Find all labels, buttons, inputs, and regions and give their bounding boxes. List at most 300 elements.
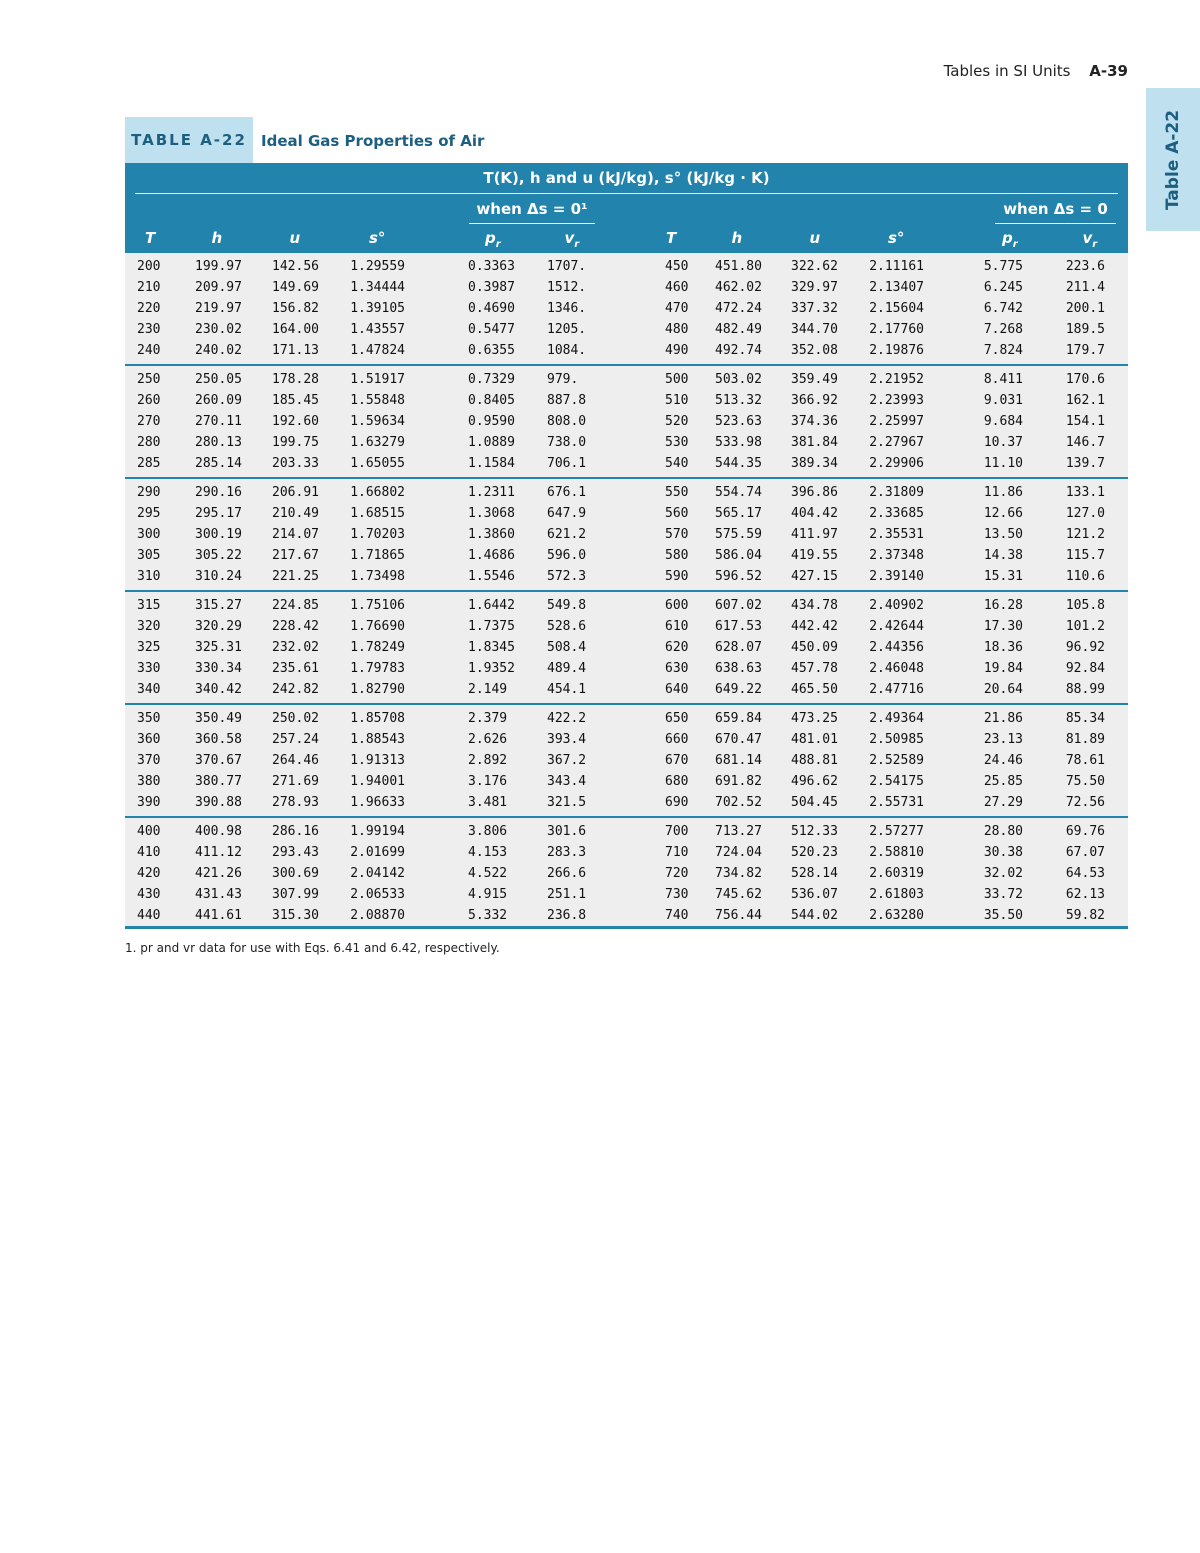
table-cell: 2.04142 [350,866,405,881]
table-cell: 2.58810 [869,845,924,860]
table-cell: 270.11 [195,414,242,429]
table-cell: 250 [137,372,161,387]
table-cell: 235.61 [272,661,319,676]
table-cell: 300 [137,527,161,542]
table-cell: 64.53 [1065,866,1105,881]
table-cell: 590 [665,569,689,584]
table-cell: 200.1 [1065,301,1105,316]
table-cell: 431.43 [195,887,242,902]
table-cell: 300.69 [272,866,319,881]
table-cell: 0.3987 [468,280,515,295]
table-cell: 2.892 [468,753,508,768]
table-cell: 2.37348 [869,548,924,563]
table-cell: 607.02 [715,598,762,613]
table-cell: 9.684 [983,414,1023,429]
table-cell: 488.81 [791,753,838,768]
table-cell: 427.15 [791,569,838,584]
table-cell: 301.6 [547,824,587,839]
table-cell: 700 [665,824,689,839]
table-cell: 628.07 [715,640,762,655]
table-cell: 290.16 [195,485,242,500]
table-cell: 572.3 [547,569,587,584]
table-cell: 1.6442 [468,598,515,613]
table-cell: 2.17760 [869,322,924,337]
table-cell: 520.23 [791,845,838,860]
table-cell: 411.12 [195,845,242,860]
table-cell: 560 [665,506,689,521]
column-header-subscript: r [495,239,501,250]
table-cell: 462.02 [715,280,762,295]
table-cell: 596.0 [547,548,587,563]
table-cell: 1.99194 [350,824,405,839]
column-header [666,229,676,247]
table-cell: 305.22 [195,548,242,563]
table-cell: 210.49 [272,506,319,521]
table-cell: 0.9590 [468,414,515,429]
group-rule-left [469,223,595,224]
table-cell: 740 [665,908,689,923]
row-group-separator [125,816,1128,818]
table-cell: 27.29 [983,795,1023,810]
table-cell: 756.44 [715,908,762,923]
page-number: A-39 [1089,62,1128,80]
table-cell: 35.50 [983,908,1023,923]
table-cell: 280 [137,435,161,450]
table-cell: 2.11161 [869,259,924,274]
table-cell: 389.34 [791,456,838,471]
table-cell: 230.02 [195,322,242,337]
table-cell: 2.25997 [869,414,924,429]
table-cell: 370.67 [195,753,242,768]
table-cell: 620 [665,640,689,655]
table-cell: 142.56 [272,259,319,274]
column-header [145,229,155,247]
table-cell: 457.78 [791,661,838,676]
column-header-symbol: T [666,229,677,247]
table-cell: 7.824 [983,343,1023,358]
table-cell: 450 [665,259,689,274]
column-header-symbol: v [564,229,575,247]
table-cell: 105.8 [1065,598,1105,613]
table-cell: 211.4 [1065,280,1105,295]
column-header [212,229,223,247]
table-cell: 1084. [547,343,587,358]
table-cell: 360 [137,732,161,747]
table-cell: 2.626 [468,732,508,747]
table-cell: 2.01699 [350,845,405,860]
units-header: T(K), h and u (kJ/kg), s° (kJ/kg · K) [483,169,770,187]
table-body [125,253,1128,928]
table-cell: 523.63 [715,414,762,429]
table-cell: 638.63 [715,661,762,676]
table-cell: 96.92 [1065,640,1105,655]
table-cell: 510 [665,393,689,408]
table-cell: 370 [137,753,161,768]
table-cell: 219.97 [195,301,242,316]
table-cell: 393.4 [547,732,587,747]
table-cell: 15.31 [983,569,1023,584]
table-cell: 9.031 [983,393,1023,408]
table-cell: 25.85 [983,774,1023,789]
table-cell: 979. [547,372,579,387]
table-cell: 295 [137,506,161,521]
table-cell: 325.31 [195,640,242,655]
table-cell: 2.52589 [869,753,924,768]
table-cell: 512.33 [791,824,838,839]
table-cell: 400 [137,824,161,839]
table-cell: 200 [137,259,161,274]
table-cell: 473.25 [791,711,838,726]
table-cell: 1.39105 [350,301,405,316]
table-cell: 17.30 [983,619,1023,634]
table-cell: 528.14 [791,866,838,881]
table-cell: 390.88 [195,795,242,810]
table-cell: 434.78 [791,598,838,613]
table-cell: 544.35 [715,456,762,471]
table-cell: 3.481 [468,795,508,810]
table-cell: 528.6 [547,619,587,634]
table-cell: 192.60 [272,414,319,429]
table-cell: 352.08 [791,343,838,358]
table-cell: 702.52 [715,795,762,810]
table-cell: 209.97 [195,280,242,295]
table-cell: 420 [137,866,161,881]
table-cell: 156.82 [272,301,319,316]
table-cell: 81.89 [1065,732,1105,747]
table-cell: 242.82 [272,682,319,697]
column-header [888,229,904,247]
table-cell: 513.32 [715,393,762,408]
table-cell: 730 [665,887,689,902]
table-cell: 659.84 [715,711,762,726]
table-cell: 290 [137,485,161,500]
table-cell: 325 [137,640,161,655]
table-cell: 380 [137,774,161,789]
table-cell: 30.38 [983,845,1023,860]
table-cell: 367.2 [547,753,587,768]
column-header-symbol: p [1002,229,1013,247]
table-cell: 16.28 [983,598,1023,613]
table-cell: 3.806 [468,824,508,839]
table-cell: 2.23993 [869,393,924,408]
table-cell: 451.80 [715,259,762,274]
table-cell: 270 [137,414,161,429]
table-cell: 6.245 [983,280,1023,295]
table-cell: 7.268 [983,322,1023,337]
column-header-symbol: u [809,229,821,247]
table-cell: 162.1 [1065,393,1105,408]
table-cell: 430 [137,887,161,902]
table-cell: 320.29 [195,619,242,634]
table-cell: 720 [665,866,689,881]
table-cell: 381.84 [791,435,838,450]
table-cell: 224.85 [272,598,319,613]
table-cell: 2.47716 [869,682,924,697]
table-cell: 2.31809 [869,485,924,500]
table-cell: 647.9 [547,506,587,521]
table-title-row [125,117,1128,163]
table-cell: 1.59634 [350,414,405,429]
table-cell: 2.21952 [869,372,924,387]
table-cell: 472.24 [715,301,762,316]
table-cell: 630 [665,661,689,676]
table-cell: 72.56 [1065,795,1105,810]
table-cell: 4.522 [468,866,508,881]
table-cell: 310 [137,569,161,584]
column-header-symbol: s° [369,229,386,247]
table-cell: 185.45 [272,393,319,408]
table-cell: 2.54175 [869,774,924,789]
table-cell: 69.76 [1065,824,1105,839]
table-cell: 1.96633 [350,795,405,810]
table-cell: 1.29559 [350,259,405,274]
column-header-symbol: T [145,229,156,247]
running-head [944,62,1128,80]
table-cell: 2.27967 [869,435,924,450]
table-cell: 390 [137,795,161,810]
side-tab-label: Table A-22 [1163,109,1183,210]
table-cell: 480 [665,322,689,337]
table-cell: 2.33685 [869,506,924,521]
table-cell: 310.24 [195,569,242,584]
table-cell: 315 [137,598,161,613]
column-header [1002,229,1018,250]
table-cell: 266.6 [547,866,587,881]
table-cell: 1.65055 [350,456,405,471]
column-header-symbol: v [1082,229,1093,247]
table-cell: 2.08870 [350,908,405,923]
table-cell: 492.74 [715,343,762,358]
table-cell: 23.13 [983,732,1023,747]
table-cell: 1346. [547,301,587,316]
table-cell: 1.0889 [468,435,515,450]
group-header-right: when Δs = 0 [1003,200,1108,218]
table-cell: 0.7329 [468,372,515,387]
table-cell: 2.19876 [869,343,924,358]
table-cell: 0.3363 [468,259,515,274]
table-cell: 75.50 [1065,774,1105,789]
table-cell: 734.82 [715,866,762,881]
column-header [565,229,580,250]
table-cell: 1.82790 [350,682,405,697]
table-cell: 264.46 [272,753,319,768]
table-cell: 1512. [547,280,587,295]
table-cell: 12.66 [983,506,1023,521]
table-cell: 329.97 [791,280,838,295]
table-cell: 283.3 [547,845,587,860]
running-head-text: Tables in SI Units [943,62,1071,80]
table-cell: 221.25 [272,569,319,584]
table-cell: 228.42 [272,619,319,634]
table-cell: 321.5 [547,795,587,810]
table-cell: 3.176 [468,774,508,789]
table-cell: 164.00 [272,322,319,337]
table-cell: 2.15604 [869,301,924,316]
table-cell: 5.332 [468,908,508,923]
table-cell: 738.0 [547,435,587,450]
table-cell: 724.04 [715,845,762,860]
column-header-subscript: r [1092,239,1098,250]
column-header-symbol: s° [888,229,905,247]
table-cell: 33.72 [983,887,1023,902]
table-cell: 1.76690 [350,619,405,634]
table-cell: 217.67 [272,548,319,563]
table-cell: 489.4 [547,661,587,676]
table-cell: 1.3860 [468,527,515,542]
column-header [369,229,385,247]
table-cell: 360.58 [195,732,242,747]
table-title: Ideal Gas Properties of Air [261,132,485,150]
table-cell: 2.61803 [869,887,924,902]
table-cell: 285 [137,456,161,471]
table-cell: 0.8405 [468,393,515,408]
table-cell: 8.411 [983,372,1023,387]
table-cell: 250.02 [272,711,319,726]
side-tab [1146,88,1200,231]
table-cell: 482.49 [715,322,762,337]
column-header [485,229,501,250]
table-cell: 690 [665,795,689,810]
table-cell: 139.7 [1065,456,1105,471]
table-cell: 189.5 [1065,322,1105,337]
table-cell: 374.36 [791,414,838,429]
table-cell: 617.53 [715,619,762,634]
table-cell: 440 [137,908,161,923]
column-header [1083,229,1098,250]
table-cell: 300.19 [195,527,242,542]
table-cell: 680 [665,774,689,789]
table-cell: 550 [665,485,689,500]
table-cell: 344.70 [791,322,838,337]
table-cell: 2.39140 [869,569,924,584]
table-cell: 210 [137,280,161,295]
table-cell: 649.22 [715,682,762,697]
table-cell: 271.69 [272,774,319,789]
column-header [810,229,821,247]
table-cell: 1.51917 [350,372,405,387]
table-cell: 178.28 [272,372,319,387]
table-cell: 1.5546 [468,569,515,584]
table-cell: 280.13 [195,435,242,450]
table-cell: 1.43557 [350,322,405,337]
table-cell: 330.34 [195,661,242,676]
table-cell: 496.62 [791,774,838,789]
table-cell: 600 [665,598,689,613]
table-cell: 536.07 [791,887,838,902]
table-cell: 278.93 [272,795,319,810]
table-cell: 240 [137,343,161,358]
table-cell: 400.98 [195,824,242,839]
column-header [290,229,301,247]
table-cell: 350.49 [195,711,242,726]
table-cell: 21.86 [983,711,1023,726]
table-cell: 223.6 [1065,259,1105,274]
table-cell: 610 [665,619,689,634]
column-header-symbol: h [211,229,223,247]
table-cell: 20.64 [983,682,1023,697]
table-cell: 1.91313 [350,753,405,768]
table-cell: 199.75 [272,435,319,450]
table-cell: 330 [137,661,161,676]
table-cell: 286.16 [272,824,319,839]
table-cell: 366.92 [791,393,838,408]
table-cell: 2.29906 [869,456,924,471]
table-cell: 544.02 [791,908,838,923]
table-cell: 500 [665,372,689,387]
table-cell: 170.6 [1065,372,1105,387]
table-cell: 465.50 [791,682,838,697]
table-cell: 549.8 [547,598,587,613]
table-cell: 315.27 [195,598,242,613]
row-group-separator [125,364,1128,366]
table-cell: 257.24 [272,732,319,747]
table-cell: 1.7375 [468,619,515,634]
table-cell: 1707. [547,259,587,274]
table-cell: 422.2 [547,711,587,726]
table-cell: 554.74 [715,485,762,500]
table-cell: 85.34 [1065,711,1105,726]
table-cell: 359.49 [791,372,838,387]
table-cell: 240.02 [195,343,242,358]
table-cell: 1.70203 [350,527,405,542]
table-cell: 650 [665,711,689,726]
table-cell: 315.30 [272,908,319,923]
table-cell: 1.66802 [350,485,405,500]
table-cell: 214.07 [272,527,319,542]
table-cell: 580 [665,548,689,563]
table-cell: 808.0 [547,414,587,429]
table-cell: 441.61 [195,908,242,923]
table-cell: 199.97 [195,259,242,274]
column-header [732,229,743,247]
table-cell: 203.33 [272,456,319,471]
table-cell: 0.6355 [468,343,515,358]
table-label: TABLE A-22 [125,117,253,163]
table-cell: 2.55731 [869,795,924,810]
table-cell: 2.60319 [869,866,924,881]
table-cell: 59.82 [1065,908,1105,923]
table-cell: 2.40902 [869,598,924,613]
table-cell: 640 [665,682,689,697]
table-cell: 1.9352 [468,661,515,676]
table-cell: 2.50985 [869,732,924,747]
table-cell: 320 [137,619,161,634]
table-cell: 146.7 [1065,435,1105,450]
table-cell: 179.7 [1065,343,1105,358]
table-cell: 691.82 [715,774,762,789]
table-cell: 450.09 [791,640,838,655]
table-cell: 2.06533 [350,887,405,902]
table-header [125,163,1128,253]
table-cell: 28.80 [983,824,1023,839]
table-cell: 62.13 [1065,887,1105,902]
table-cell: 1.94001 [350,774,405,789]
row-group-separator [125,590,1128,592]
table-cell: 14.38 [983,548,1023,563]
table-cell: 460 [665,280,689,295]
table-cell: 575.59 [715,527,762,542]
table-cell: 92.84 [1065,661,1105,676]
table-cell: 2.63280 [869,908,924,923]
table-cell: 6.742 [983,301,1023,316]
table-cell: 1205. [547,322,587,337]
table-cell: 133.1 [1065,485,1105,500]
table-cell: 2.35531 [869,527,924,542]
table-cell: 1.8345 [468,640,515,655]
table-cell: 533.98 [715,435,762,450]
table-cell: 1.78249 [350,640,405,655]
table-cell: 10.37 [983,435,1023,450]
